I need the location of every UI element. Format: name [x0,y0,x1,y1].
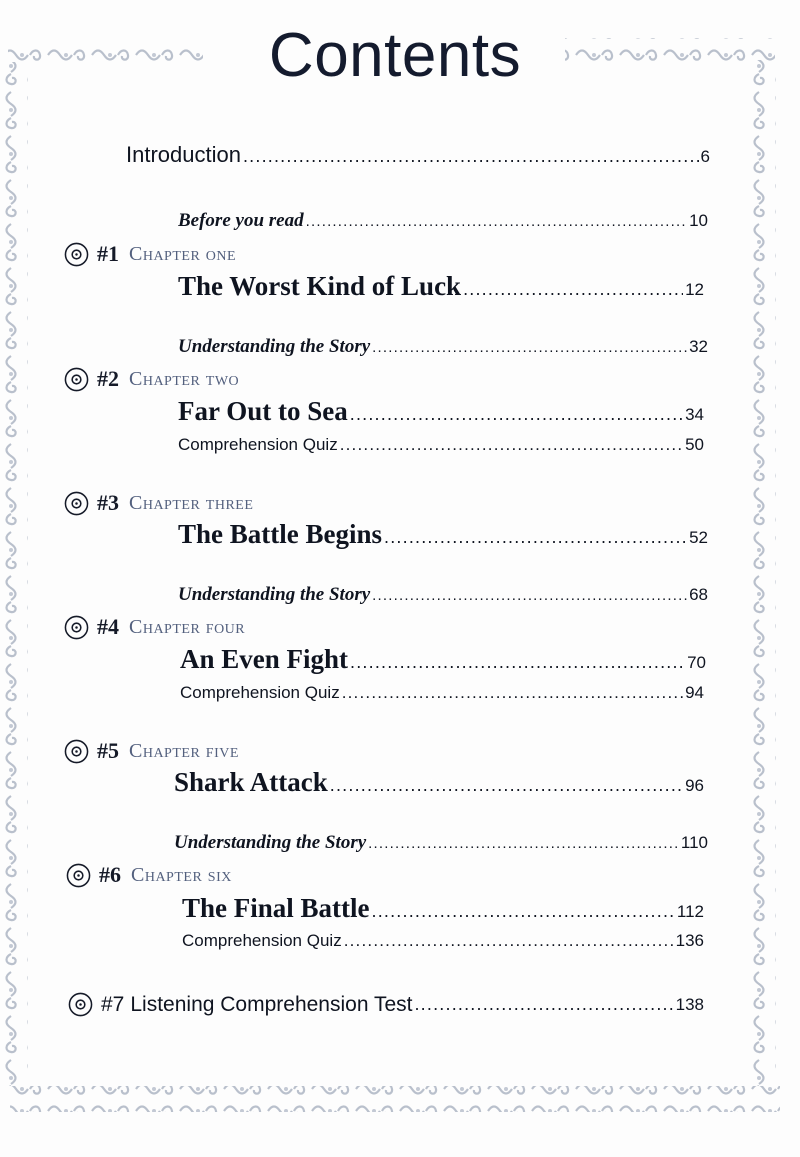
page-number: 96 [685,776,704,795]
page-number: 12 [685,280,704,299]
chapter-word: Chapter five [129,739,239,762]
entry-label: Comprehension Quiz [180,683,340,702]
toc-entry-chapter-1[interactable] [178,271,704,302]
chapter-word: Chapter two [129,367,240,390]
chapter-title: Shark Attack [174,767,328,797]
page-number: 136 [675,931,704,950]
toc-entry-listening-test[interactable] [68,992,704,1017]
toc-entry-chapter-5[interactable] [174,767,704,798]
toc-entry-quiz-4[interactable] [180,683,704,703]
dot-leader [306,213,687,230]
entry-label: Before you read [178,210,304,231]
entry-label: Listening Comprehension Test [130,992,413,1016]
dot-leader [414,994,673,1015]
chapter-word: Chapter three [129,491,254,514]
page-number: 112 [676,902,704,921]
chapter-heading-2 [64,366,239,392]
toc-entry-chapter-4[interactable] [180,644,706,675]
audio-disc-icon[interactable] [64,367,89,392]
dot-leader [344,931,674,951]
entry-label: Understanding the Story [178,336,371,357]
entry-label: Understanding the Story [174,832,367,853]
chapter-number: #3 [97,490,119,515]
chapter-number: #2 [97,366,119,391]
entry-label: Comprehension Quiz [182,931,342,950]
chapter-title: The Worst Kind of Luck [178,271,462,301]
chapter-heading-3 [64,490,253,516]
page-number: 94 [685,683,704,702]
chapter-number: #1 [97,241,119,266]
page-number: 138 [675,994,704,1014]
audio-disc-icon[interactable] [64,491,89,516]
audio-disc-icon[interactable] [68,992,93,1017]
entry-label: Comprehension Quiz [178,435,338,454]
chapter-title: Far Out to Sea [178,396,348,426]
dot-leader [243,146,699,167]
page-number: 68 [689,585,708,604]
page-number: 32 [689,337,708,356]
audio-disc-icon[interactable] [64,615,89,640]
page-number: 52 [689,528,708,547]
dot-leader [350,404,683,425]
toc-entry-chapter-3[interactable] [178,519,708,550]
toc-entry-quiz-6[interactable] [182,931,704,951]
chapter-word: Chapter one [129,242,237,265]
page-number: 6 [700,147,710,166]
chapter-title: An Even Fight [180,644,349,674]
page-number: 70 [687,653,706,672]
toc-entry-before-you-read[interactable] [178,210,708,232]
page-title: Contents [268,21,522,90]
chapter-heading-6 [66,862,232,888]
chapter-word: Chapter four [129,615,246,638]
page-number: 34 [685,405,704,424]
chapter-heading-5 [64,738,239,764]
toc-entry-understanding-5[interactable] [174,832,708,854]
chapter-number: #4 [97,614,119,639]
chapter-title: The Battle Begins [178,519,383,549]
chapter-heading-1 [64,241,236,267]
audio-disc-icon[interactable] [64,242,89,267]
dot-leader [342,683,683,703]
toc-entry-quiz-2[interactable] [178,435,704,455]
page-number: 110 [680,833,708,852]
dot-leader [372,901,675,922]
page-number: 10 [689,211,708,230]
dot-leader [372,587,687,604]
audio-disc-icon[interactable] [66,863,91,888]
chapter-number: #5 [97,738,119,763]
toc-entry-chapter-2[interactable] [178,396,704,427]
dot-leader [372,339,687,356]
chapter-word: Chapter six [131,863,232,886]
dot-leader [340,435,683,455]
toc-entry-understanding-3[interactable] [178,584,708,606]
chapter-heading-4 [64,614,245,640]
chapter-number: #7 [101,992,125,1016]
page-number: 50 [685,435,704,454]
toc-entry-introduction[interactable] [126,142,710,168]
toc-entry-understanding-1[interactable] [178,336,708,358]
toc-entry-chapter-6[interactable] [182,893,704,924]
dot-leader [384,527,687,548]
dot-leader [368,835,679,852]
dot-leader [350,652,685,673]
audio-disc-icon[interactable] [64,739,89,764]
entry-label: Introduction [126,142,241,167]
entry-label: Understanding the Story [178,584,371,605]
chapter-number: #6 [99,862,121,887]
dot-leader [330,775,683,796]
dot-leader [463,279,683,300]
chapter-title: The Final Battle [182,893,370,923]
